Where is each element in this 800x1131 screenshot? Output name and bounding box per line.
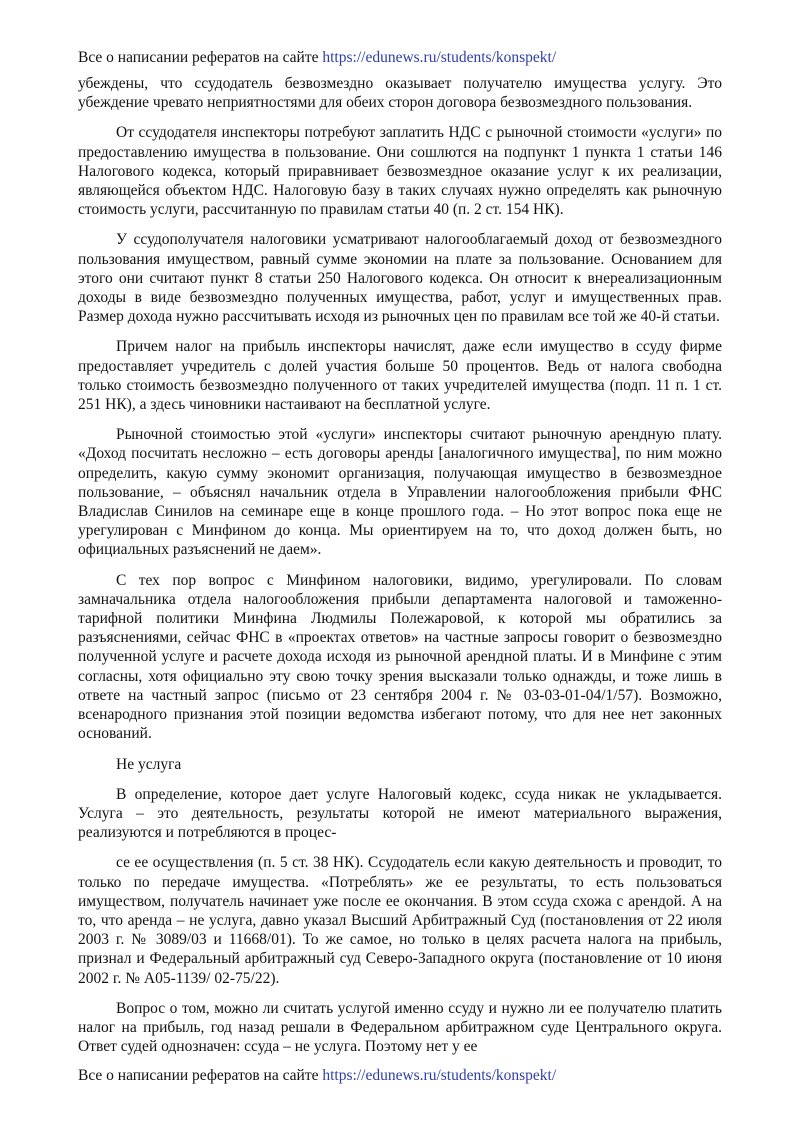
header-link[interactable]: https://edunews.ru/students/konspekt/ xyxy=(322,49,557,66)
page-footer xyxy=(78,1066,556,1086)
header-text: Все о написании рефератов на сайте xyxy=(78,49,323,66)
footer-link[interactable]: https://edunews.ru/students/konspekt/ xyxy=(322,1067,557,1084)
footer-text: Все о написании рефератов на сайте xyxy=(78,1067,323,1084)
paragraph: Причем налог на прибыль инспекторы начислят, даже если имущество в ссуду фирме предоставляет учредитель с долей участия больше 50 процентов. Ведь от налога свободна только стоимость безвозмездно полученного от таких учредителей имущества (подп. 11 п. 1 ст. 251 НК), а здесь чиновники настаивают на бесплатной услуге. xyxy=(78,338,722,414)
paragraph: Вопрос о том, можно ли считать услугой именно ссуду и нужно ли ее получателю платить налог на прибыль, год назад решали в Федеральном арбитражном суде Центрального округа. Ответ судей однозначен: ссуда – не услуга. Поэтому нет у ее xyxy=(78,999,722,1056)
section-heading: Не услуга xyxy=(116,755,182,773)
paragraph: убеждены, что ссудодатель безвозмездно оказывает получателю имущества услугу. Это убеждение чревато неприятностями для обеих сторон договора безвозмездного пользования. xyxy=(78,75,722,112)
paragraph: От ссудодателя инспекторы потребуют заплатить НДС с рыночной стоимости «услуги» по предоставлению имущества в пользование. Они сошлются на подпункт 1 пункта 1 статьи 146 Налогового кодекса, который приравнивает безвозмездное оказание услуг к их реализации, являющейся объектом НДС. Налоговую базу в таких случаях нужно определять как рыночную стоимость услуги, рассчитанную по правилам статьи 40 (п. 2 ст. 154 НК). xyxy=(78,124,722,219)
paragraph: В определение, которое дает услуге Налоговый кодекс, ссуда никак не укладывается. Услуга – это деятельность, результаты которой не имеют материального выражения, реализуются и потребляются в процес- xyxy=(78,785,722,842)
page-header xyxy=(78,48,556,68)
paragraph: Рыночной стоимостью этой «услуги» инспекторы считают рыночную арендную плату. «Доход посчитать несложно – есть договоры аренды [аналогичного имущества], по ним можно определить, какую сумму экономит организация, получающая имущество в безвозмездное пользование, – объяснял начальник отдела в Управлении налогообложения прибыли ФНС Владислав Синилов на семинаре еще в конце прошлого года. – Но этот вопрос пока еще не урегулирован с Минфином до конца. Мы ориентируем на то, что доход должен быть, но официальных разъяснений не даем». xyxy=(78,426,722,559)
paragraph: С тех пор вопрос с Минфином налоговики, видимо, урегулировали. По словам замначальника отдела налогообложения прибыли департамента налоговой и таможенно-тарифной политики Минфина Людмилы Полежаровой, к которой мы обратились за разъяснениями, сейчас ФНС в «проектах ответов» на частные запросы говорит о безвозмездно полученной услуге и расчете дохода исходя из рыночной арендной платы. И в Минфине с этим согласны, хотя официально эту свою точку зрения высказали только однажды, и тоже лишь в ответе на частный запрос (письмо от 23 сентября 2004 г. № 03-03-01-04/1/57). Возможно, всенародного признания этой позиции ведомства избегают потому, что для нее нет законных оснований. xyxy=(78,571,722,743)
paragraph: се ее осуществления (п. 5 ст. 38 НК). Ссудодатель если какую деятельность и проводит, то только по передаче имущества. «Потреблять» же ее результаты, то есть пользоваться имуществом, получатель начинает уже после ее окончания. В этом ссуда схожа с арендой. А на то, что аренда – не услуга, давно указал Высший Арбитражный Суд (постановления от 22 июля 2003 г. № 3089/03 и 11668/01). То же самое, но только в целях расчета налога на прибыль, признал и Федеральный арбитражный суд Северо-Западного округа (постановление от 10 июня 2002 г. № А05-1139/ 02-75/22). xyxy=(78,854,722,987)
document-body xyxy=(78,74,722,1067)
paragraph: У ссудополучателя налоговики усматривают налогооблагаемый доход от безвозмездного пользования имуществом, равный сумме экономии на плате за пользование. Основанием для этого они считают пункт 8 статьи 250 Налогового кодекса. Он относит к внереализационным доходы в виде безвозмездно полученных имущества, работ, услуг и имущественных прав. Размер дохода нужно рассчитывать исходя из рыночных цен по правилам все той же 40-й статьи. xyxy=(78,231,722,326)
